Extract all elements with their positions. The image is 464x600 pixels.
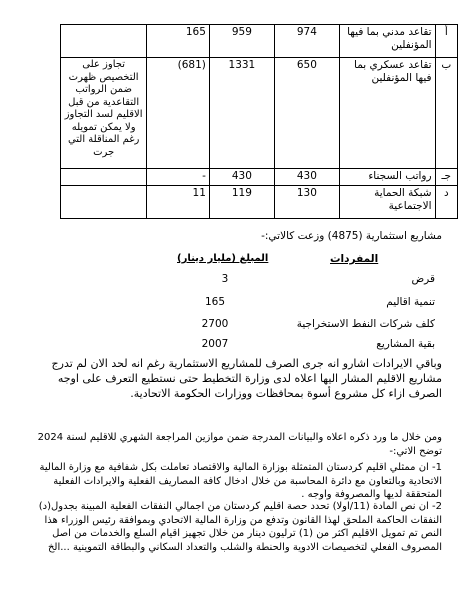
row-letter: جـ <box>435 169 457 186</box>
project-label: قرض <box>411 273 435 285</box>
project-amount: 3 <box>221 273 229 285</box>
table-row <box>61 186 458 219</box>
row-value-1: 974 <box>274 25 339 58</box>
row-value-2: 119 <box>209 186 274 219</box>
table-row <box>61 58 458 169</box>
row-letter: ب <box>435 58 457 169</box>
project-label: كلف شركات النفط الاستخراجية <box>296 318 435 330</box>
row-value-1: 430 <box>274 169 339 186</box>
pension-allocation-table <box>60 24 458 219</box>
point-1-paragraph: 1- ان ممثلي اقليم كردستان المتمثلة بوزارة المالية والاقتصاد تعاملت بكل شفافية مع وزارة المالية الاتحادية وبالتعاون مع دائرة المحاسبة من خلال ادخال كافة المصاريف الفعلية والايرادات الفعلية المتحققة لديها والمصروفة واوجه . <box>39 462 442 500</box>
project-amount: 2007 <box>201 338 229 350</box>
project-label: تنمية اقاليم <box>386 296 435 308</box>
row-value-1: 130 <box>274 186 339 219</box>
row-value-3: - <box>147 169 210 186</box>
row-item: رواتب السجناء <box>339 169 435 186</box>
row-letter: أ <box>435 25 457 58</box>
row-value-3: 11 <box>147 186 210 219</box>
row-value-2: 959 <box>209 25 274 58</box>
table-row <box>61 169 458 186</box>
row-note <box>61 169 147 186</box>
row-item: تقاعد مدني بما فيها المؤنفلين <box>339 25 435 58</box>
row-value-2: 430 <box>209 169 274 186</box>
row-item: شبكة الحماية الاجتماعية <box>339 186 435 219</box>
revenue-paragraph: وباقي الايرادات اشارو انه جرى الصرف للمشاريع الاستثمارية رغم انه لحد الان لم تدرج مشاريع الاقليم المشار اليها اعلاه لدى وزارة التخطيط حتى نستطيع التعرف على اوجه الصرف ازاء كل مشروع أسوة بمحافظات ووزارات الحكومة الاتحادية. <box>51 357 442 400</box>
project-amount: 2700 <box>201 318 229 330</box>
row-note <box>61 186 147 219</box>
table-row <box>61 25 458 58</box>
row-value-1: 650 <box>274 58 339 169</box>
project-label: بقية المشاريع <box>376 338 435 350</box>
row-letter: د <box>435 186 457 219</box>
row-value-3: 165 <box>147 25 210 58</box>
row-note <box>61 25 147 58</box>
row-value-3: (681) <box>147 58 210 169</box>
projects-item-header: المفردات <box>330 253 379 265</box>
projects-amount-header: المبلغ (مليار دينار) <box>177 253 269 264</box>
project-amount: 165 <box>204 296 226 308</box>
row-item: تقاعد عسكري بما فيها المؤنفلين <box>339 58 435 169</box>
projects-intro: مشاريع استثمارية (4875) وزعت كالاتي:- <box>261 230 442 242</box>
summary-intro-paragraph: ومن خلال ما ورد ذكره اعلاه والبيانات المدرجة ضمن موازين المراجعة الشهري للاقليم لسنة 2024 توضح الاتي:- <box>37 432 442 457</box>
row-note: تجاوز على التخصيص ظهرت ضمن الرواتب التقاعدية من قبل الاقليم لسد التجاوز ولا يمكن تمويله رغم المناقلة التي جرت <box>61 58 147 169</box>
row-value-2: 1331 <box>209 58 274 169</box>
point-2-paragraph: 2- ان نص المادة (11/اولا) تحدد حصة اقليم كردستان من اجمالي النفقات الفعلية المبينة بجدول(د) النفقات الحاكمة الملحق لهذا القانون وتدفع من وزارة المالية الاتحادي وبموافقة رئيس الوزراء هذا النص تم تمويل الاقليم اكثر من (1) ترليون دينار من خلال تجهيز اقيام السلع والخدمات من اصل المصروف الفعلي لتخصيصات الادوية والحنطة والشلب والتعداد السكاني والبطاقة التموينية ...الخ <box>38 501 442 553</box>
